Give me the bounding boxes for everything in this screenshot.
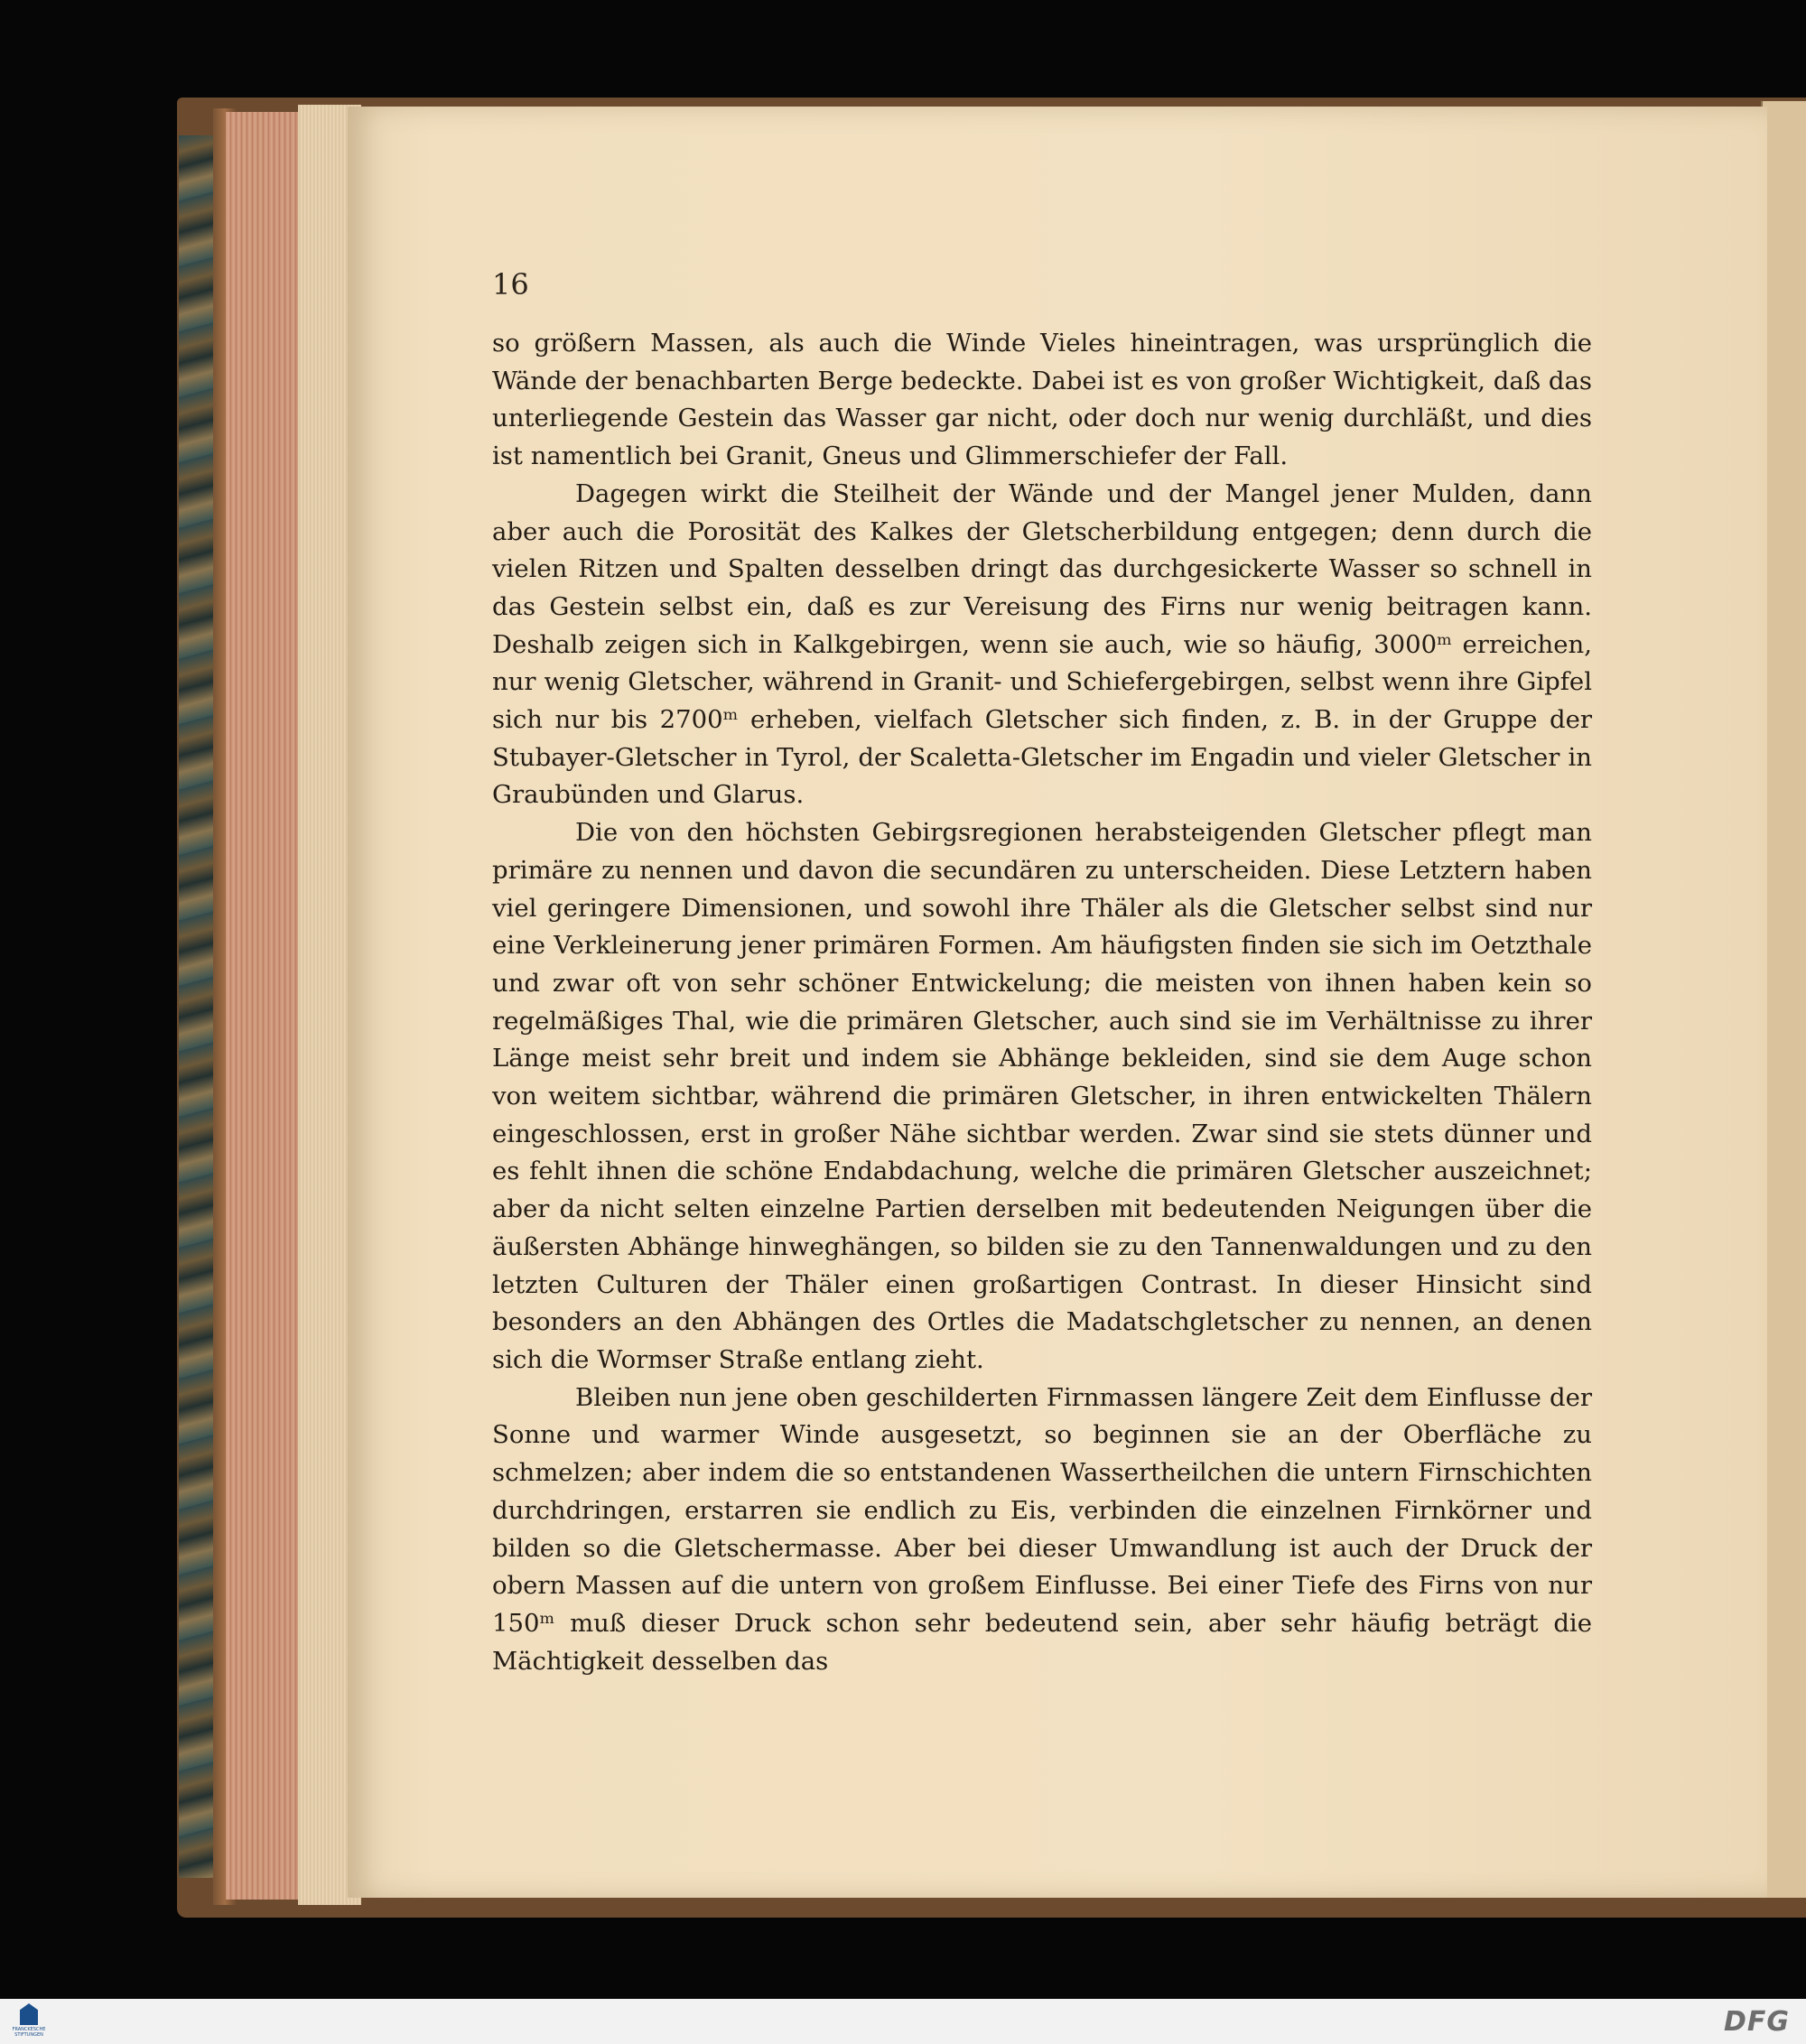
paragraph-1: so größern Massen, als auch die Winde Vieles hineintragen, was ursprünglich die Wände der benachbarten Berge bedeckte. Dabei ist es von großer Wichtigkeit, daß das unterliegende Gestein das Wasser gar nicht, oder doch nur wenig durchläßt, und dies ist namentlich bei Granit, Gneus und Glimmerschiefer der Fall. — [492, 329, 1592, 471]
page-number: 16 — [492, 267, 529, 302]
paragraph-2: Dagegen wirkt die Steilheit der Wände und der Mangel jener Mulden, dann aber auch die Porosität des Kalkes der Gletscherbildung entgegen; denn durch die vielen Ritzen und Spalten desselben dringt das durchgesickerte Wasser so schnell in das Gestein selbst ein, daß es zur Vereisung des Firns nur wenig beitragen kann. Deshalb zeigen sich in Kalkgebirgen, wenn sie auch, wie so häufig, 3000ᵐ erreichen, nur wenig Gletscher, während in Granit- und Schiefergebirgen, selbst wenn ihre Gipfel sich nur bis 2700ᵐ erheben, vielfach Gletscher sich finden, z. B. in der Gruppe der Stubayer-Gletscher in Tyrol, der Scaletta-Gletscher im Engadin und vieler Gletscher in Graubünden und Glarus. — [492, 478, 1592, 810]
next-page-edge — [1761, 101, 1806, 1898]
paragraph-3: Die von den höchsten Gebirgsregionen herabsteigenden Gletscher pflegt man primäre zu nennen und davon die secundären zu unterscheiden. Diese Letztern haben viel geringere Dimensionen, und sowohl ihre Thäler als die Gletscher selbst sind nur eine Verkleinerung jener primären Formen. Am häufigsten finden sie sich im Oetzthale und zwar oft von sehr schöner Entwickelung; die meisten von ihnen haben kein so regelmäßiges Thal, wie die primären Gletscher, auch sind sie im Verhältnisse zu ihrer Länge meist sehr breit und indem sie Abhänge bekleiden, sind sie dem Auge schon von weitem sichtbar, während die primären Gletscher, in ihren entwickelten Thälern eingeschlossen, erst in großer Nähe sichtbar werden. Zwar sind sie stets dünner und es fehlt ihnen die schöne Endabdachung, welche die primären Gletscher auszeichnet; aber da nicht selten einzelne Partien derselben mit bedeutenden Neigungen über die äußersten Abhänge hinweghängen, so bilden sie zu den Tannenwaldungen und zu den letzten Culturen der Thäler einen großartigen Contrast. In dieser Hinsicht sind besonders an den Abhängen des Ortles die Madatschgletscher zu nennen, an denen sich die Wormser Straße entlang zieht. — [492, 818, 1592, 1374]
viewer-footer-bar — [0, 1999, 1806, 2044]
franckesche-stiftungen-logo — [9, 2002, 49, 2041]
dfg-logo: DFG — [1723, 2006, 1790, 2038]
paragraph-4: Bleiben nun jene oben geschilderten Firnmassen längere Zeit dem Einflusse der Sonne und warmer Winde ausgesetzt, so beginnen sie an der Oberfläche zu schmelzen; aber indem die so entstandenen Wassertheilchen die untern Firnschichten durchdringen, erstarren sie endlich zu Eis, verbinden die einzelnen Firnkörner und bilden so die Gletschermasse. Aber bei dieser Umwandlung ist auch der Druck der obern Massen auf die untern von großem Einflusse. Bei einer Tiefe des Firns von nur 150ᵐ muß dieser Druck schon sehr bedeutend sein, aber sehr häufig beträgt die Mächtigkeit desselben das — [492, 1382, 1592, 1676]
building-icon — [20, 2003, 38, 2025]
body-text — [492, 325, 1592, 1680]
franckesche-stiftungen-logo-text: FRANCKESCHE STIFTUNGEN — [12, 2027, 46, 2038]
